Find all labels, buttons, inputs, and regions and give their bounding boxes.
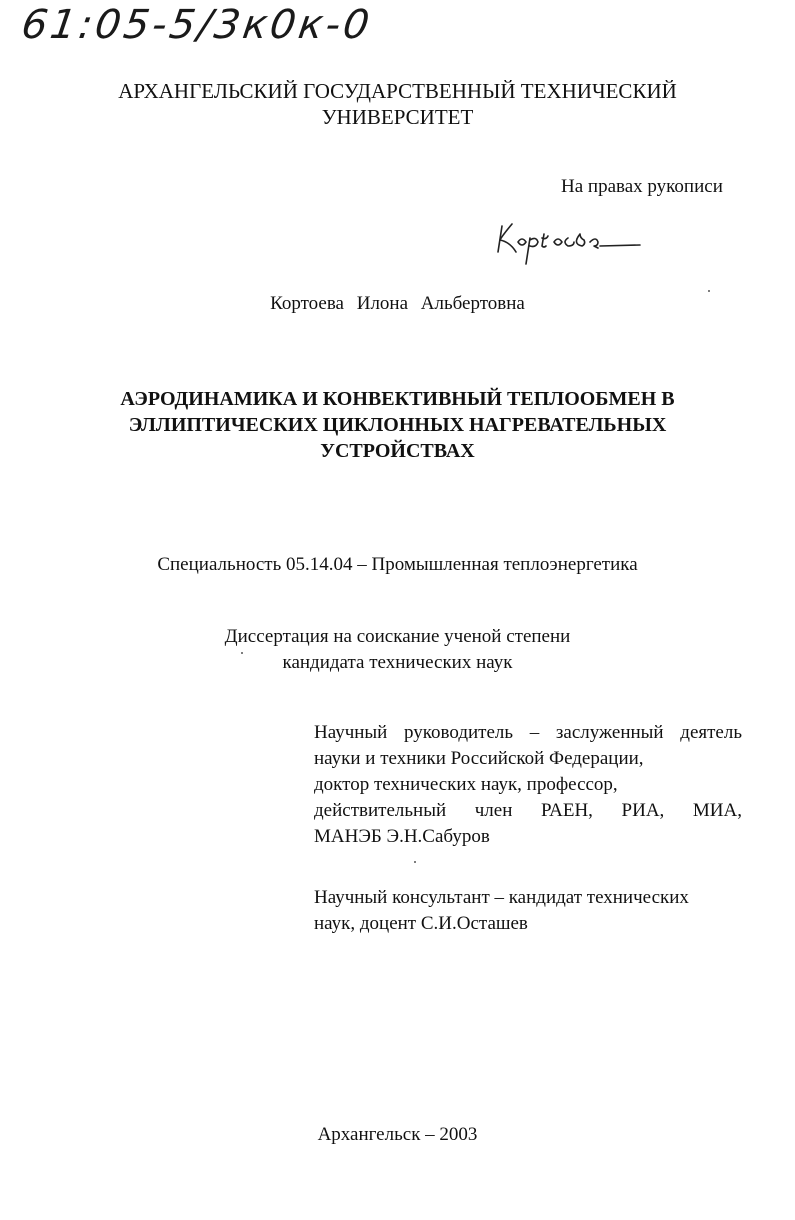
degree-line-2: кандидата технических наук [282, 652, 513, 673]
specialty: Специальность 05.14.04 – Промышленная теплоэнергетика [157, 554, 638, 575]
handwritten-catalog-code: 61:05-5/3к0к-0 [18, 2, 375, 48]
scientific-consultant [314, 885, 742, 937]
university-line-1: АРХАНГЕЛЬСКИЙ ГОСУДАРСТВЕННЫЙ ТЕХНИЧЕСКИЙ [118, 79, 677, 103]
supervisor-line-3: доктор технических наук, профессор, [314, 774, 618, 795]
place-and-year: Архангельск – 2003 [317, 1124, 478, 1145]
supervisor-line-5: МАНЭБ Э.Н.Сабуров [314, 826, 490, 847]
title-line-3: УСТРОЙСТВАХ [320, 440, 475, 462]
scan-speck [241, 652, 243, 654]
supervisor-line-1: Научный руководитель – заслуженный деятель [314, 722, 742, 743]
university-name [0, 78, 795, 130]
scientific-supervisor [314, 720, 742, 850]
supervisor-line-2: науки и техники Российской Федерации, [314, 748, 644, 769]
rights-note: На правах рукописи [561, 176, 723, 197]
scan-speck [414, 861, 416, 863]
supervisor-line-4: действительный член РАЕН, РИА, МИА, [314, 800, 742, 821]
scan-speck [708, 290, 710, 292]
author-name: Кортоева Илона Альбертовна [270, 293, 525, 314]
consultant-line-1: Научный консультант – кандидат технических [314, 887, 689, 908]
degree-line-1: Диссертация на соискание ученой степени [224, 626, 571, 647]
consultant-line-2: наук, доцент С.И.Осташев [314, 913, 528, 934]
title-line-1: АЭРОДИНАМИКА И КОНВЕКТИВНЫЙ ТЕПЛООБМЕН В [120, 388, 675, 410]
author-signature [492, 212, 642, 268]
dissertation-title [0, 386, 795, 464]
university-line-2: УНИВЕРСИТЕТ [321, 105, 474, 129]
degree-statement [0, 624, 795, 676]
title-line-2: ЭЛЛИПТИЧЕСКИХ ЦИКЛОННЫХ НАГРЕВАТЕЛЬНЫХ [128, 414, 667, 436]
